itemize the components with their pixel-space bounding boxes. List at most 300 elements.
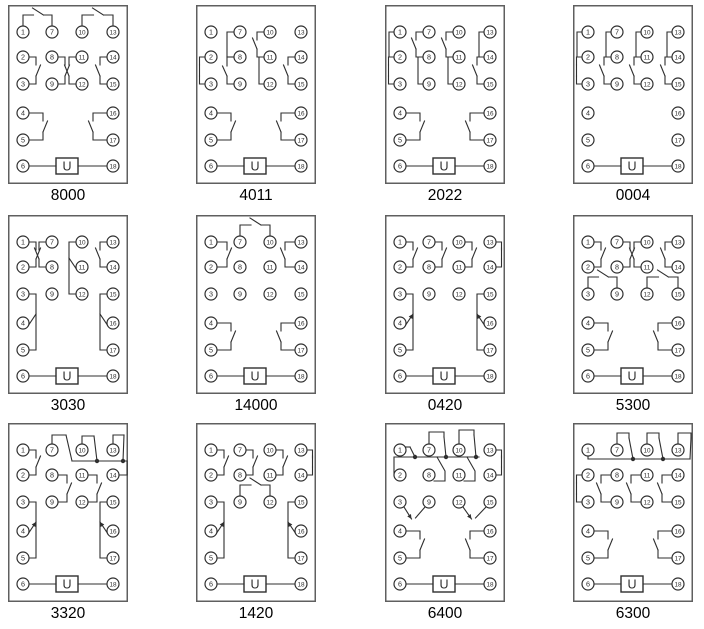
terminal-13: [484, 236, 496, 248]
terminal-6: [205, 160, 217, 172]
svg-text:6: 6: [21, 579, 25, 589]
terminal-15: [484, 78, 496, 90]
svg-text:6: 6: [209, 371, 213, 381]
svg-text:13: 13: [109, 29, 117, 37]
svg-text:11: 11: [78, 264, 86, 272]
svg-text:2: 2: [398, 470, 402, 480]
terminal-1: [205, 444, 217, 456]
terminal-4: [582, 525, 594, 537]
terminal-15: [672, 288, 684, 300]
terminal-18: [484, 160, 496, 172]
svg-text:13: 13: [109, 447, 117, 455]
svg-text:7: 7: [50, 27, 54, 37]
terminal-17: [672, 344, 684, 356]
terminal-11: [76, 261, 88, 273]
svg-text:3: 3: [209, 289, 213, 299]
svg-text:16: 16: [297, 528, 305, 536]
u-symbol: U: [62, 159, 72, 174]
svg-text:18: 18: [674, 163, 682, 171]
svg-text:4: 4: [209, 318, 213, 328]
svg-text:11: 11: [643, 472, 651, 480]
svg-text:10: 10: [78, 29, 86, 37]
svg-text:15: 15: [486, 81, 494, 89]
terminal-7: [611, 444, 623, 456]
svg-text:18: 18: [674, 373, 682, 381]
svg-text:9: 9: [238, 79, 242, 89]
terminal-4: [205, 525, 217, 537]
terminal-8: [234, 261, 246, 273]
svg-text:11: 11: [266, 472, 274, 480]
terminal-1: [17, 26, 29, 38]
relay-diagram-0004: [573, 5, 693, 184]
svg-text:18: 18: [486, 373, 494, 381]
terminal-3: [582, 288, 594, 300]
svg-text:2: 2: [209, 262, 213, 272]
terminal-7: [423, 236, 435, 248]
terminal-8: [46, 469, 58, 481]
terminal-8: [611, 469, 623, 481]
svg-text:18: 18: [674, 581, 682, 589]
terminal-15: [107, 288, 119, 300]
terminal-1: [205, 26, 217, 38]
svg-text:2: 2: [21, 470, 25, 480]
svg-text:5: 5: [398, 553, 402, 563]
terminal-3: [205, 496, 217, 508]
relay-diagram-3030: [8, 215, 128, 394]
diagram-label: 0004: [615, 187, 651, 204]
svg-text:6: 6: [209, 161, 213, 171]
svg-text:5: 5: [21, 345, 25, 355]
svg-text:15: 15: [297, 499, 305, 507]
terminal-5: [205, 552, 217, 564]
diagram-label: 0420: [427, 397, 463, 414]
terminal-2: [394, 261, 406, 273]
svg-text:3: 3: [586, 289, 590, 299]
svg-text:14: 14: [109, 54, 117, 62]
terminal-16: [672, 317, 684, 329]
terminal-7: [611, 236, 623, 248]
terminal-10: [641, 444, 653, 456]
svg-text:1: 1: [209, 445, 213, 455]
terminal-8: [46, 51, 58, 63]
relay-diagram-6400: [385, 423, 505, 602]
terminal-15: [672, 78, 684, 90]
terminal-5: [17, 552, 29, 564]
terminal-16: [484, 317, 496, 329]
svg-text:8: 8: [50, 262, 54, 272]
svg-text:2: 2: [398, 52, 402, 62]
terminal-8: [423, 51, 435, 63]
terminal-8: [234, 469, 246, 481]
svg-text:12: 12: [643, 291, 651, 299]
svg-text:15: 15: [109, 81, 117, 89]
terminal-4: [394, 317, 406, 329]
terminal-12: [76, 78, 88, 90]
svg-text:10: 10: [266, 29, 274, 37]
terminal-11: [453, 261, 465, 273]
terminal-9: [611, 496, 623, 508]
diagram-label: 6300: [615, 605, 651, 622]
svg-text:13: 13: [486, 239, 494, 247]
terminal-6: [582, 578, 594, 590]
svg-text:4: 4: [398, 108, 402, 118]
terminal-10: [453, 444, 465, 456]
terminal-14: [295, 51, 307, 63]
terminal-18: [295, 370, 307, 382]
svg-text:11: 11: [455, 54, 463, 62]
svg-text:9: 9: [50, 79, 54, 89]
terminal-8: [46, 261, 58, 273]
svg-text:3: 3: [21, 497, 25, 507]
terminal-4: [205, 107, 217, 119]
svg-text:5: 5: [209, 553, 213, 563]
svg-text:1: 1: [209, 237, 213, 247]
svg-text:10: 10: [643, 447, 651, 455]
u-symbol: U: [62, 369, 72, 384]
wiring-layer: [23, 8, 113, 174]
terminal-3: [205, 288, 217, 300]
svg-text:17: 17: [674, 137, 682, 145]
terminal-13: [107, 26, 119, 38]
terminal-4: [17, 107, 29, 119]
terminal-9: [46, 288, 58, 300]
terminal-12: [641, 496, 653, 508]
svg-text:10: 10: [643, 29, 651, 37]
relay-diagram-6300: [573, 423, 693, 602]
terminal-6: [205, 370, 217, 382]
terminal-6: [17, 160, 29, 172]
terminal-5: [17, 134, 29, 146]
terminal-11: [264, 261, 276, 273]
svg-text:2: 2: [209, 470, 213, 480]
relay-diagram-5300: [573, 215, 693, 394]
diagram-label: 5300: [615, 397, 651, 414]
svg-text:12: 12: [455, 499, 463, 507]
terminal-9: [611, 288, 623, 300]
svg-text:15: 15: [297, 291, 305, 299]
terminal-13: [484, 26, 496, 38]
terminal-14: [295, 469, 307, 481]
svg-text:1: 1: [398, 445, 402, 455]
svg-text:16: 16: [674, 110, 682, 118]
terminal-7: [46, 444, 58, 456]
terminal-1: [17, 236, 29, 248]
terminal-12: [453, 288, 465, 300]
terminal-17: [107, 134, 119, 146]
terminal-4: [394, 107, 406, 119]
terminal-10: [264, 26, 276, 38]
terminal-15: [672, 496, 684, 508]
terminal-15: [295, 288, 307, 300]
svg-text:6: 6: [21, 161, 25, 171]
svg-text:9: 9: [615, 289, 619, 299]
svg-text:5: 5: [398, 345, 402, 355]
terminal-16: [295, 525, 307, 537]
svg-text:17: 17: [297, 347, 305, 355]
svg-text:17: 17: [297, 555, 305, 563]
svg-text:12: 12: [266, 81, 274, 89]
svg-text:6: 6: [21, 371, 25, 381]
terminal-16: [295, 107, 307, 119]
svg-text:11: 11: [643, 264, 651, 272]
svg-text:1: 1: [398, 237, 402, 247]
terminal-2: [205, 261, 217, 273]
terminal-7: [46, 26, 58, 38]
terminal-2: [17, 261, 29, 273]
svg-text:10: 10: [266, 447, 274, 455]
terminal-5: [17, 344, 29, 356]
terminal-14: [672, 51, 684, 63]
svg-text:7: 7: [615, 27, 619, 37]
svg-text:12: 12: [643, 499, 651, 507]
svg-text:16: 16: [486, 320, 494, 328]
terminal-3: [394, 78, 406, 90]
terminal-14: [295, 261, 307, 273]
terminal-16: [295, 317, 307, 329]
terminal-7: [423, 444, 435, 456]
svg-text:13: 13: [297, 29, 305, 37]
u-symbol: U: [627, 369, 637, 384]
svg-text:5: 5: [21, 135, 25, 145]
terminal-14: [484, 51, 496, 63]
svg-text:10: 10: [643, 239, 651, 247]
svg-text:4: 4: [586, 526, 590, 536]
relay-diagram-14000: [196, 215, 316, 394]
terminal-17: [295, 552, 307, 564]
svg-text:18: 18: [297, 373, 305, 381]
u-symbol: U: [62, 577, 72, 592]
terminal-12: [641, 78, 653, 90]
svg-text:3: 3: [398, 79, 402, 89]
terminal-10: [453, 236, 465, 248]
terminal-8: [611, 51, 623, 63]
terminal-3: [582, 496, 594, 508]
svg-text:3: 3: [398, 289, 402, 299]
svg-text:4: 4: [21, 318, 25, 328]
svg-text:11: 11: [266, 264, 274, 272]
svg-text:9: 9: [615, 79, 619, 89]
terminal-17: [295, 344, 307, 356]
terminal-14: [484, 261, 496, 273]
terminal-18: [107, 370, 119, 382]
terminal-13: [295, 236, 307, 248]
diagram-label: 14000: [234, 397, 278, 414]
svg-text:1: 1: [586, 237, 590, 247]
svg-text:4: 4: [209, 108, 213, 118]
svg-text:16: 16: [297, 110, 305, 118]
terminal-12: [264, 288, 276, 300]
terminal-4: [582, 107, 594, 119]
svg-text:4: 4: [398, 526, 402, 536]
svg-text:4: 4: [21, 108, 25, 118]
svg-text:8: 8: [238, 52, 242, 62]
svg-text:17: 17: [486, 137, 494, 145]
terminal-13: [107, 444, 119, 456]
diagram-label: 1420: [238, 605, 274, 622]
terminal-13: [295, 26, 307, 38]
diagram-label: 3320: [50, 605, 86, 622]
svg-text:14: 14: [486, 472, 494, 480]
terminal-3: [17, 496, 29, 508]
svg-text:17: 17: [674, 347, 682, 355]
terminal-1: [394, 236, 406, 248]
svg-text:8: 8: [50, 470, 54, 480]
svg-text:14: 14: [109, 264, 117, 272]
svg-text:15: 15: [674, 291, 682, 299]
svg-text:4: 4: [398, 318, 402, 328]
svg-text:11: 11: [78, 54, 86, 62]
terminal-15: [295, 78, 307, 90]
terminal-6: [17, 578, 29, 590]
svg-text:5: 5: [586, 553, 590, 563]
terminal-6: [394, 578, 406, 590]
terminal-14: [107, 261, 119, 273]
terminal-17: [672, 134, 684, 146]
terminal-9: [234, 496, 246, 508]
wiring-svg: [385, 215, 505, 394]
svg-text:7: 7: [427, 445, 431, 455]
terminal-18: [672, 578, 684, 590]
svg-text:7: 7: [50, 237, 54, 247]
terminal-16: [484, 107, 496, 119]
svg-text:5: 5: [21, 553, 25, 563]
svg-text:12: 12: [455, 291, 463, 299]
terminal-12: [453, 78, 465, 90]
svg-text:12: 12: [78, 499, 86, 507]
svg-text:15: 15: [674, 81, 682, 89]
wiring-layer: [577, 433, 692, 592]
svg-text:11: 11: [643, 54, 651, 62]
terminal-5: [394, 552, 406, 564]
svg-text:12: 12: [78, 81, 86, 89]
wiring-svg: [573, 423, 693, 602]
svg-text:13: 13: [109, 239, 117, 247]
svg-text:3: 3: [398, 497, 402, 507]
svg-text:14: 14: [674, 54, 682, 62]
terminal-8: [423, 469, 435, 481]
svg-text:7: 7: [615, 445, 619, 455]
svg-text:16: 16: [486, 110, 494, 118]
u-symbol: U: [439, 159, 449, 174]
wiring-svg: [385, 423, 505, 602]
terminal-7: [234, 26, 246, 38]
svg-text:1: 1: [21, 237, 25, 247]
svg-text:7: 7: [50, 445, 54, 455]
terminal-2: [394, 51, 406, 63]
wiring-layer: [588, 242, 678, 384]
wiring-layer: [28, 242, 108, 384]
terminal-1: [394, 444, 406, 456]
terminal-9: [423, 288, 435, 300]
terminal-4: [17, 317, 29, 329]
terminal-6: [582, 370, 594, 382]
svg-text:11: 11: [266, 54, 274, 62]
terminal-9: [611, 78, 623, 90]
u-symbol: U: [250, 159, 260, 174]
svg-text:16: 16: [109, 320, 117, 328]
svg-text:4: 4: [209, 526, 213, 536]
terminal-1: [17, 444, 29, 456]
svg-text:8: 8: [238, 262, 242, 272]
svg-text:6: 6: [398, 161, 402, 171]
wiring-svg: [196, 215, 316, 394]
terminal-2: [17, 51, 29, 63]
svg-text:1: 1: [586, 27, 590, 37]
svg-text:13: 13: [674, 447, 682, 455]
svg-text:8: 8: [427, 52, 431, 62]
u-symbol: U: [627, 577, 637, 592]
svg-text:3: 3: [209, 497, 213, 507]
terminal-17: [484, 134, 496, 146]
terminal-5: [394, 134, 406, 146]
terminal-7: [234, 236, 246, 248]
svg-text:13: 13: [486, 29, 494, 37]
svg-text:15: 15: [486, 499, 494, 507]
svg-text:14: 14: [297, 472, 305, 480]
u-symbol: U: [627, 159, 637, 174]
terminal-17: [484, 552, 496, 564]
terminal-2: [205, 469, 217, 481]
terminal-13: [295, 444, 307, 456]
svg-text:5: 5: [398, 135, 402, 145]
terminal-5: [205, 134, 217, 146]
terminal-9: [423, 78, 435, 90]
terminal-4: [17, 525, 29, 537]
svg-text:10: 10: [455, 29, 463, 37]
terminal-12: [264, 496, 276, 508]
terminal-18: [484, 370, 496, 382]
terminal-2: [582, 51, 594, 63]
svg-text:16: 16: [109, 528, 117, 536]
terminal-16: [672, 525, 684, 537]
terminal-1: [582, 26, 594, 38]
svg-text:9: 9: [50, 289, 54, 299]
terminal-15: [295, 496, 307, 508]
svg-text:10: 10: [266, 239, 274, 247]
svg-text:18: 18: [109, 373, 117, 381]
terminal-14: [672, 261, 684, 273]
terminal-4: [394, 525, 406, 537]
terminal-10: [264, 444, 276, 456]
svg-text:9: 9: [50, 497, 54, 507]
terminal-3: [582, 78, 594, 90]
terminal-17: [107, 552, 119, 564]
terminal-15: [107, 496, 119, 508]
terminal-2: [582, 469, 594, 481]
svg-text:3: 3: [209, 79, 213, 89]
terminal-16: [107, 107, 119, 119]
wiring-svg: [573, 215, 693, 394]
terminal-10: [76, 444, 88, 456]
terminal-3: [17, 78, 29, 90]
svg-text:2: 2: [586, 262, 590, 272]
terminal-17: [484, 344, 496, 356]
terminal-18: [484, 578, 496, 590]
svg-text:8: 8: [50, 52, 54, 62]
svg-text:10: 10: [78, 239, 86, 247]
svg-text:15: 15: [109, 291, 117, 299]
svg-text:17: 17: [109, 347, 117, 355]
svg-text:11: 11: [455, 472, 463, 480]
diagram-label: 8000: [50, 187, 86, 204]
u-symbol: U: [250, 577, 260, 592]
svg-text:13: 13: [297, 239, 305, 247]
wiring-layer: [217, 218, 295, 384]
svg-text:14: 14: [109, 472, 117, 480]
terminal-16: [484, 525, 496, 537]
svg-text:16: 16: [486, 528, 494, 536]
svg-text:11: 11: [455, 264, 463, 272]
